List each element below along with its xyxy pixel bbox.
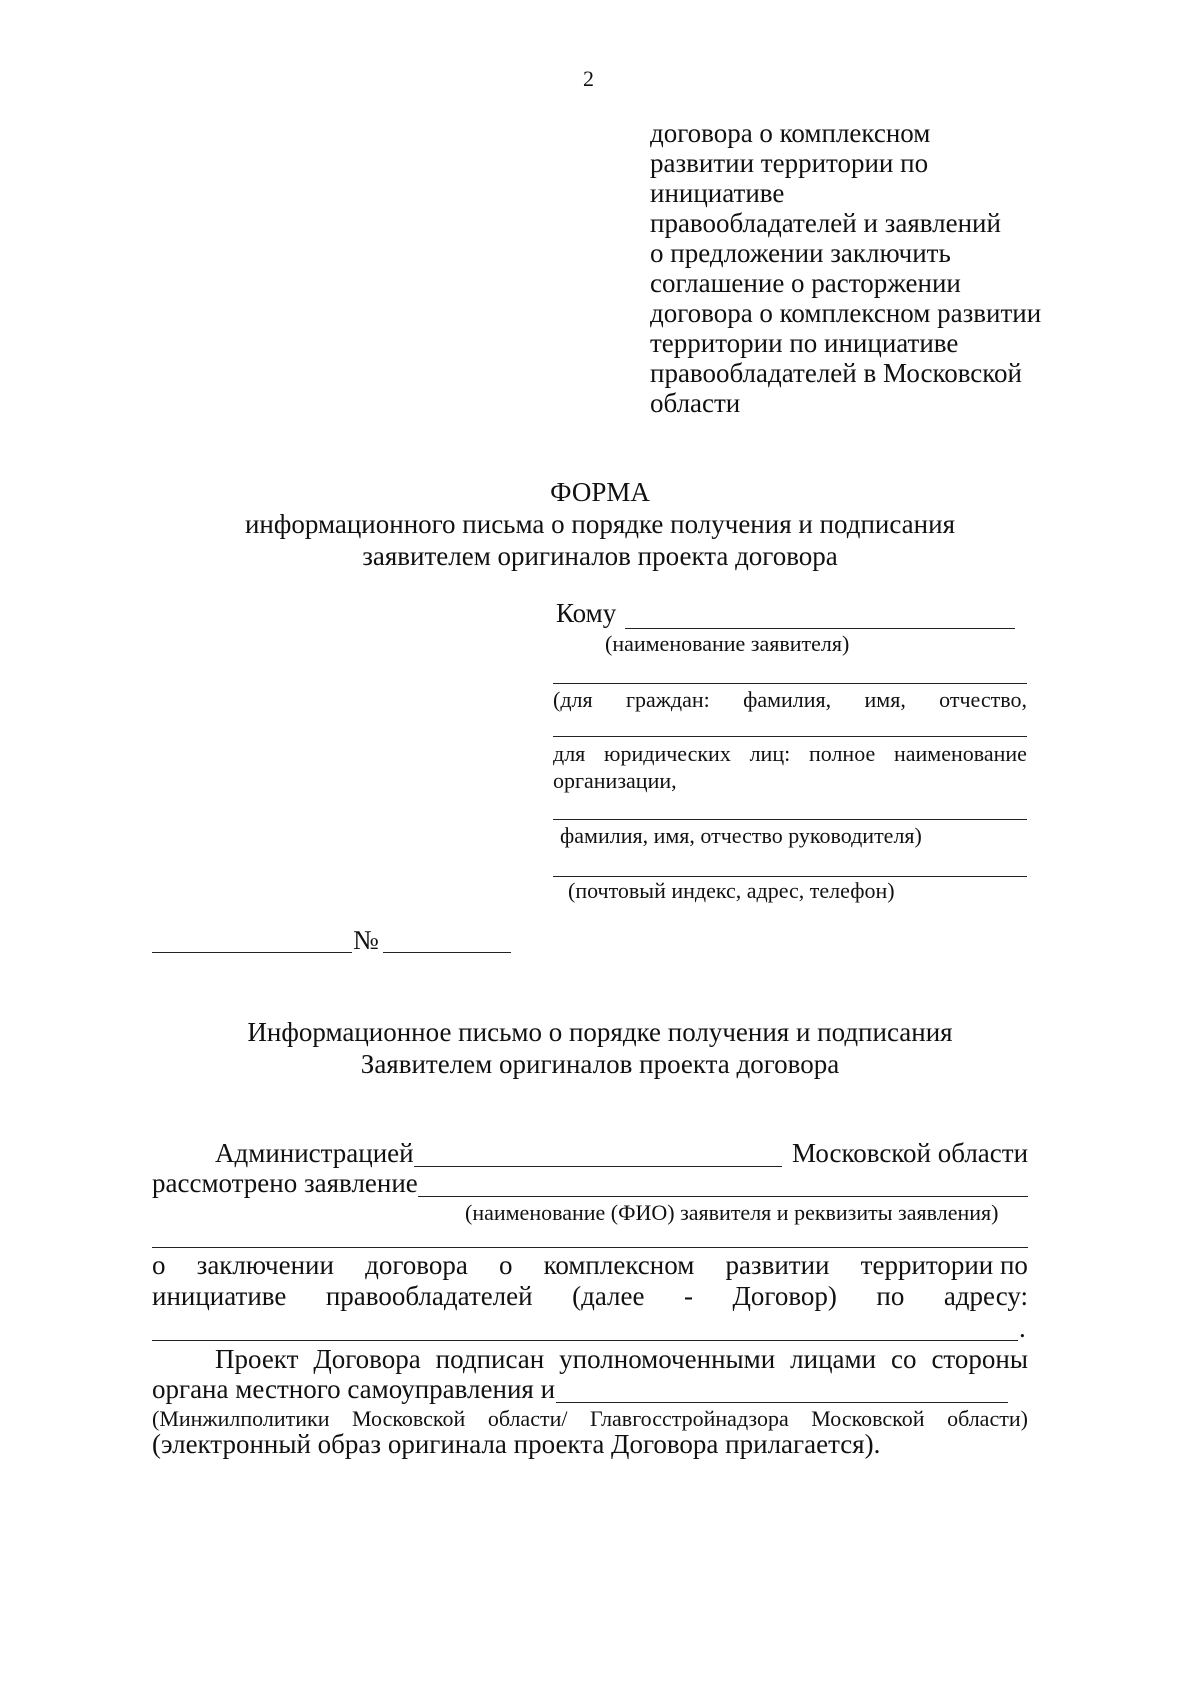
hint-head: фамилия, имя, отчество руководителя) xyxy=(560,823,922,848)
citizen-blank-line[interactable] xyxy=(553,683,1027,684)
body-word: территории по xyxy=(860,1250,1028,1280)
local-gov-label: органа местного самоуправления и xyxy=(152,1374,556,1404)
ministry-blank-line[interactable] xyxy=(556,1402,1008,1403)
to-blank-line[interactable] xyxy=(625,628,1015,629)
hint-citizens xyxy=(553,687,1027,713)
hint-word: (Минжилполитики xyxy=(152,1406,330,1431)
statement-blank-line[interactable] xyxy=(418,1196,1028,1197)
body-word: о xyxy=(498,1250,513,1280)
hint-word: наименование xyxy=(894,741,1027,766)
hint-word: фамилия, xyxy=(743,687,832,712)
body-word: стороны xyxy=(931,1344,1028,1374)
page-number: 2 xyxy=(583,66,594,91)
to-label: Кому xyxy=(556,598,617,628)
body-word: лицами xyxy=(790,1344,877,1374)
hint-word: области) xyxy=(947,1406,1028,1431)
body-word: заключении xyxy=(196,1250,334,1280)
body-word: Проект xyxy=(215,1344,299,1374)
hint-word: отчество, xyxy=(939,687,1027,712)
header-line: правообладателей и заявлений xyxy=(650,208,1001,238)
hint-applicant-name: (наименование заявителя) xyxy=(605,631,850,656)
admin-label: Администрацией xyxy=(215,1138,414,1168)
letter-title-line2: Заявителем оригиналов проекта договора xyxy=(360,1049,840,1079)
hint-word: полное xyxy=(808,741,876,766)
body-word: о xyxy=(152,1250,166,1280)
hint-word: Московской xyxy=(811,1406,925,1431)
signed-line xyxy=(215,1343,1028,1375)
header-line: о предложении заключить xyxy=(650,238,951,268)
number-sign: № xyxy=(353,925,379,955)
date-blank-line[interactable] xyxy=(152,952,352,953)
hint-word: граждан: xyxy=(625,687,710,712)
initiative-line xyxy=(152,1280,1028,1312)
body-word: подписан xyxy=(435,1344,545,1374)
attachment-note: (электронный образ оригинала проекта Договора прилагается). xyxy=(152,1429,881,1459)
header-continuation xyxy=(650,118,1041,418)
body-word: уполномоченными xyxy=(559,1344,776,1374)
hint-word: юридических xyxy=(604,741,731,766)
hint-address: (почтовый индекс, адрес, телефон) xyxy=(568,878,895,903)
statement-blank-line-2[interactable] xyxy=(152,1247,1028,1248)
body-word: со xyxy=(891,1344,917,1374)
body-word: договора xyxy=(365,1250,468,1280)
hint-word: Московской xyxy=(352,1406,466,1431)
hint-word: (для xyxy=(553,687,593,712)
conclusion-line xyxy=(152,1249,1028,1281)
considered-label: рассмотрено заявление xyxy=(152,1168,418,1198)
form-subtitle-line1: информационного письма о порядке получения и подписания xyxy=(244,509,955,539)
header-line: правообладателей в Московской xyxy=(650,358,1022,388)
letter-title-line1: Информационное письмо о порядке получения и подписания xyxy=(247,1017,953,1047)
hint-word: имя, xyxy=(864,687,906,712)
header-line: соглашение о расторжении xyxy=(650,268,961,298)
address-end: . xyxy=(1019,1313,1026,1343)
body-word: (далее xyxy=(572,1281,645,1311)
address-object-blank-line[interactable] xyxy=(152,1340,1018,1341)
header-line: договора о комплексном развитии xyxy=(650,298,1042,328)
hint-legal-line2: организации, xyxy=(553,768,677,793)
header-line: области xyxy=(650,388,741,418)
form-title xyxy=(0,476,1200,572)
body-word: - xyxy=(684,1281,693,1311)
body-word: развитии xyxy=(725,1250,830,1280)
hint-legal xyxy=(553,741,1027,767)
form-heading: ФОРМА xyxy=(550,477,650,507)
header-line: договора о комплексном xyxy=(650,118,931,148)
body-word: адресу: xyxy=(943,1281,1028,1311)
region-label: Московской области xyxy=(792,1138,1029,1168)
body-word: Договор) xyxy=(732,1281,837,1311)
admin-blank-line[interactable] xyxy=(414,1166,782,1167)
applicant-hint: (наименование (ФИО) заявителя и реквизиты заявления) xyxy=(465,1200,999,1225)
body-word: правообладателей xyxy=(325,1281,533,1311)
address-blank-line[interactable] xyxy=(553,876,1027,877)
hint-word: Главгосстройнадзора xyxy=(590,1406,789,1431)
hint-word: для xyxy=(553,741,586,766)
hint-word: области/ xyxy=(487,1406,568,1431)
legal-blank-line[interactable] xyxy=(553,736,1027,737)
letter-title xyxy=(0,1016,1200,1080)
number-blank-line[interactable] xyxy=(383,952,511,953)
body-word: комплексном xyxy=(543,1250,695,1280)
hint-word: лиц: xyxy=(749,741,791,766)
header-line: территории по инициативе xyxy=(650,328,959,358)
form-subtitle-line2: заявителем оригиналов проекта договора xyxy=(362,541,838,571)
header-line: развитии территории по xyxy=(650,148,929,178)
head-blank-line[interactable] xyxy=(553,819,1027,820)
body-word: инициативе xyxy=(152,1281,287,1311)
header-line: инициативе xyxy=(650,178,785,208)
body-word: по xyxy=(876,1281,905,1311)
body-word: Договора xyxy=(313,1344,421,1374)
